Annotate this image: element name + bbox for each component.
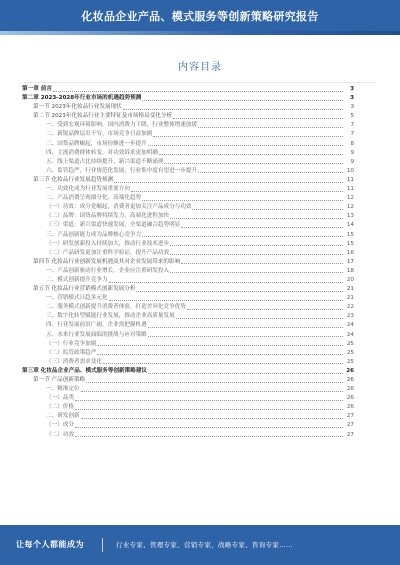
toc-entry-page: 5 xyxy=(350,113,354,120)
toc-dot-leader xyxy=(192,203,343,210)
toc-dot-leader xyxy=(75,421,343,428)
toc-entry-page: 18 xyxy=(346,267,354,274)
toc-dot-leader xyxy=(153,130,343,137)
toc-title: 内容目录 xyxy=(178,62,222,73)
toc-dot-leader xyxy=(159,149,343,156)
toc-entry[interactable] xyxy=(22,130,354,139)
toc-dot-leader xyxy=(170,240,343,247)
title-divider xyxy=(24,82,376,83)
toc-entry[interactable] xyxy=(22,231,354,240)
toc-entry-label: 第二节 2023年化妆品行业主要特征及市场格局变化分析 xyxy=(33,113,173,120)
toc-entry-label: 第二章 2023-2028年行业市场的机遇趋势预测 xyxy=(22,95,142,102)
toc-entry-page: 11 xyxy=(346,176,354,183)
toc-entry[interactable] xyxy=(22,121,354,130)
toc-entry-label: 二、产品消费呈现细分化、高端化趋势 xyxy=(46,195,142,202)
toc-dot-leader xyxy=(81,385,343,392)
toc-entry[interactable] xyxy=(22,331,354,340)
toc-entry[interactable] xyxy=(22,321,354,330)
toc-entry-label: 五、未来行业发展面临的挑战与应对策略 xyxy=(46,331,147,338)
toc-entry[interactable] xyxy=(22,312,354,321)
toc-entry[interactable] xyxy=(22,85,354,94)
toc-dot-leader xyxy=(97,340,343,347)
report-title: 化妆品企业产品、模式服务等创新策略研究报告 xyxy=(81,10,319,23)
toc-entry[interactable] xyxy=(22,203,354,212)
toc-entry-label: 四、主流消费群体转变，对功效诉求更加明确 xyxy=(46,149,158,156)
toc-entry-label: （二）监管政策趋严 xyxy=(46,349,97,356)
toc-entry[interactable] xyxy=(22,149,354,158)
toc-entry-page: 27 xyxy=(346,431,354,438)
toc-entry-page: 26 xyxy=(346,395,354,402)
toc-entry-label: 二、研发创新 xyxy=(46,413,80,420)
toc-entry-label: （一）功效：成分党崛起，消费者更加关注产品成分与功效 xyxy=(46,204,192,211)
footer-divider xyxy=(102,538,103,552)
footer-slogan: 让每个人都能成为 xyxy=(16,540,84,549)
toc-entry-page: 13 xyxy=(346,213,354,220)
toc-entry[interactable] xyxy=(22,221,354,230)
toc-dot-leader xyxy=(181,221,343,228)
toc-entry-label: 一、精准定位 xyxy=(46,386,80,393)
toc-entry-label: 第一章 前言 xyxy=(22,86,52,92)
toc-dot-leader xyxy=(114,176,343,183)
toc-entry-label: （三）渠道：新兴渠道快速发展，全渠道融合趋势明显 xyxy=(46,222,181,229)
toc-entry[interactable] xyxy=(22,403,354,412)
toc-entry[interactable] xyxy=(22,258,354,267)
toc-entry-page: 24 xyxy=(346,331,354,338)
toc-entry-page: 16 xyxy=(346,249,354,256)
toc-entry[interactable] xyxy=(22,103,354,112)
toc-entry[interactable] xyxy=(22,358,354,367)
toc-entry-label: 第一节 产品创新策略 xyxy=(33,377,86,383)
toc-dot-leader xyxy=(53,85,343,92)
toc-entry-page: 27 xyxy=(346,413,354,420)
toc-entry[interactable] xyxy=(22,276,354,285)
toc-entry-label: 第五节 化妆品行业营销模式创新发展分析 xyxy=(33,286,136,293)
toc-entry-label: 二、新锐品牌层出不穷，市场竞争日益加剧 xyxy=(46,131,153,138)
toc-entry[interactable] xyxy=(22,112,354,121)
toc-dot-leader xyxy=(170,249,343,256)
toc-entry-page: 9 xyxy=(350,158,354,165)
toc-entry-label: 一、产品创新驱动行业增长，企业应注重研发投入 xyxy=(46,267,170,274)
toc-dot-leader xyxy=(181,258,343,265)
toc-dot-leader xyxy=(103,358,343,365)
toc-entry-page: 10 xyxy=(346,167,354,174)
toc-entry-page: 15 xyxy=(346,231,354,238)
toc-entry-label: 四、行业发展前景广阔，企业需把握机遇 xyxy=(46,322,147,329)
toc-entry-label: 一、受到宏观环境影响，国内消费力下降，行业整体增速放缓 xyxy=(46,122,198,129)
toc-dot-leader xyxy=(170,267,343,274)
toc-dot-leader xyxy=(75,394,343,401)
toc-entry-label: （二）价格 xyxy=(46,404,74,411)
toc-entry-label: 一、营销模式日趋多元化 xyxy=(46,295,108,302)
toc-entry-label: 第三节 化妆品行业发展趋势预测 xyxy=(33,176,114,183)
toc-entry[interactable] xyxy=(22,185,354,194)
toc-entry[interactable] xyxy=(22,167,354,176)
toc-entry-label: 第四节 化妆品行业创新发展机遇及其对企业发展带来的影响 xyxy=(33,258,181,265)
toc-entry-page: 12 xyxy=(346,204,354,211)
toc-entry[interactable] xyxy=(22,212,354,221)
toc-dot-leader xyxy=(148,367,343,374)
toc-entry[interactable] xyxy=(22,194,354,203)
toc-entry-label: （一）研发创新投入持续加大，推动行业技术进步 xyxy=(46,240,170,247)
toc-entry-label: （二）品牌：国货品牌持续发力，高端化进程加快 xyxy=(46,213,170,220)
toc-entry-label: 五、线上渠道占比持续提升，新兴渠道不断涌现 xyxy=(46,158,164,165)
toc-entry[interactable] xyxy=(22,249,354,258)
toc-entry-label: （三）消费者需求变化 xyxy=(46,358,102,365)
toc-entry-page: 26 xyxy=(346,367,354,374)
toc-entry-page: 7 xyxy=(350,131,354,138)
toc-dot-leader xyxy=(123,103,343,110)
toc-entry-label: 二、模式创新提升竞争力 xyxy=(46,276,108,283)
toc-dot-leader xyxy=(187,303,343,310)
toc-entry[interactable] xyxy=(22,340,354,349)
toc-entry[interactable] xyxy=(22,412,354,421)
toc-entry-page: 3 xyxy=(350,104,354,111)
toc-dot-leader xyxy=(109,294,343,301)
toc-dot-leader xyxy=(198,121,343,128)
toc-entry-page: 24 xyxy=(346,322,354,329)
toc-dot-leader xyxy=(142,231,343,238)
toc-dot-leader xyxy=(131,185,343,192)
toc-entry-page: 26 xyxy=(346,404,354,411)
toc-entry[interactable] xyxy=(22,394,354,403)
toc-entry[interactable] xyxy=(22,303,354,312)
toc-entry-page: 11 xyxy=(346,186,354,193)
toc-entry-label: 第一节 2023年化妆品行业发展现状 xyxy=(33,104,122,111)
toc-entry-label: （一）成分 xyxy=(46,422,74,429)
toc-entry[interactable] xyxy=(22,158,354,167)
toc-dot-leader xyxy=(75,403,343,410)
toc-dot-leader xyxy=(142,94,343,101)
toc-entry[interactable] xyxy=(22,376,354,385)
toc-dot-leader xyxy=(97,349,343,356)
toc-entry-label: 六、监管趋严，行业规范化发展，行业集中度有望进一步提升 xyxy=(46,167,198,174)
toc-entry[interactable] xyxy=(22,240,354,249)
toc-entry-label: （一）行业竞争加剧 xyxy=(46,340,97,347)
banner-decoration xyxy=(0,31,400,35)
header-banner xyxy=(0,0,400,35)
toc-entry-page: 3 xyxy=(350,86,354,92)
toc-entry-label: 一、功效化成为行业发展重要方向 xyxy=(46,186,130,193)
toc-entry[interactable] xyxy=(22,176,354,185)
toc-entry-page: 20 xyxy=(346,276,354,283)
toc-entry[interactable] xyxy=(22,421,354,430)
toc-entry[interactable] xyxy=(22,349,354,358)
toc-entry-page: 21 xyxy=(346,295,354,302)
toc-dot-leader xyxy=(198,167,343,174)
toc-dot-leader xyxy=(142,194,343,201)
footer-banner xyxy=(0,525,400,565)
toc-entry-label: 三、产品创新能力成为品牌核心竞争力 xyxy=(46,231,142,238)
toc-entry-label: 二、服务模式创新提升消费者体验，打造差异化竞争优势 xyxy=(46,304,186,311)
toc-entry-page: 7 xyxy=(350,122,354,129)
toc-dot-leader xyxy=(136,285,343,292)
toc-dot-leader xyxy=(148,331,343,338)
toc-dot-leader xyxy=(148,140,343,147)
toc-entry-label: 三、国货品牌崛起，市场份额进一步提升 xyxy=(46,140,147,147)
toc-entry[interactable] xyxy=(22,94,354,103)
toc-list xyxy=(22,85,354,440)
toc-entry-label: （二）产品研发更加注重科学验证，提升产品功效 xyxy=(46,249,170,256)
toc-dot-leader xyxy=(148,321,343,328)
toc-dot-leader xyxy=(176,312,343,319)
toc-entry-page: 25 xyxy=(346,349,354,356)
toc-dot-leader xyxy=(173,112,343,119)
toc-entry[interactable] xyxy=(22,431,354,440)
toc-entry-page: 8 xyxy=(350,140,354,147)
toc-entry-page: 17 xyxy=(346,258,354,265)
toc-entry-label: （一）品类 xyxy=(46,395,74,402)
toc-entry-page: 14 xyxy=(346,222,354,229)
toc-entry-page: 3 xyxy=(350,95,354,102)
toc-dot-leader xyxy=(164,158,343,165)
toc-entry[interactable] xyxy=(22,367,354,376)
toc-entry-page: 15 xyxy=(346,240,354,247)
toc-entry-page: 21 xyxy=(346,286,354,293)
toc-entry-page: 22 xyxy=(346,304,354,311)
toc-entry-label: （二）功效 xyxy=(46,431,74,438)
toc-entry-page: 23 xyxy=(346,313,354,320)
toc-entry[interactable] xyxy=(22,285,354,294)
toc-entry-page: 12 xyxy=(346,195,354,202)
toc-dot-leader xyxy=(75,431,343,438)
toc-dot-leader xyxy=(86,376,343,383)
toc-entry-page: 26 xyxy=(346,386,354,393)
toc-entry-page: 27 xyxy=(346,422,354,429)
toc-entry[interactable] xyxy=(22,385,354,394)
toc-entry-label: 三、数字化转型赋能行业发展，推动企业高质量发展 xyxy=(46,313,175,320)
footer-tagline: 行业专家、管理专家、营销专家、战略专家、咨询专家…… xyxy=(116,541,293,549)
toc-entry-label: 第三章 化妆品企业产品、模式服务等创新策略建议 xyxy=(22,367,148,374)
toc-entry-page: 25 xyxy=(346,358,354,365)
toc-entry-page: 25 xyxy=(346,340,354,347)
toc-dot-leader xyxy=(170,212,343,219)
toc-dot-leader xyxy=(81,412,343,419)
toc-dot-leader xyxy=(109,276,343,283)
toc-entry-page: 9 xyxy=(350,149,354,156)
toc-entry[interactable] xyxy=(22,294,354,303)
toc-entry-page: 26 xyxy=(346,377,354,383)
toc-entry[interactable] xyxy=(22,267,354,276)
toc-entry[interactable] xyxy=(22,140,354,149)
